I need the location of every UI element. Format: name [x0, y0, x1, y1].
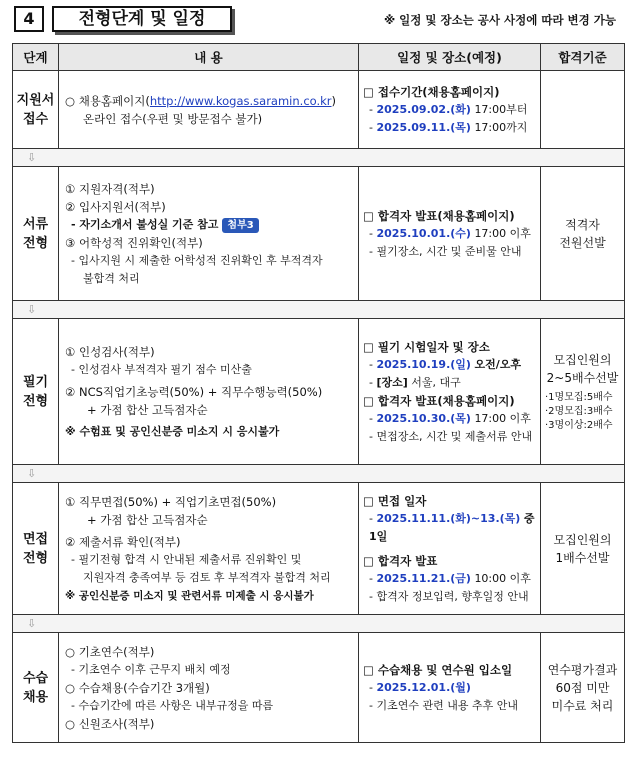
dash: -: [369, 571, 373, 585]
criteria-detail: ·2명모집:3배수: [545, 405, 613, 417]
down-arrow-icon: ⇩: [27, 467, 37, 480]
col-header-stage: 단계: [13, 44, 59, 71]
criteria-line: 모집인원의: [553, 352, 612, 367]
stage-schedule: [359, 633, 541, 743]
content-sub: 불합격 처리: [83, 271, 140, 285]
criteria-line: 1배수선발: [555, 550, 610, 565]
col-header-schedule: 일정 및 장소(예정): [359, 44, 541, 71]
stage-name-line2: 전형: [22, 235, 49, 251]
schedule-time: 10:00 이후: [474, 571, 531, 585]
schedule-date: 2025.11.21.(금): [376, 571, 471, 585]
table-row-interview: [13, 483, 625, 615]
dash: -: [369, 680, 373, 694]
schedule-date: 2025.10.01.(수): [376, 226, 471, 240]
col-header-criteria: 합격기준: [541, 44, 625, 71]
stage-content: [59, 483, 359, 615]
content-item: ① 인성검사(적부): [65, 344, 155, 359]
stage-separator: [13, 149, 625, 167]
attachment-badge: 첨부3: [222, 218, 258, 233]
dash: -: [369, 102, 373, 116]
content-item: ② 제출서류 확인(적부): [65, 534, 181, 549]
content-note: ※ 수험표 및 공인신분증 미소지 시 응시불가: [65, 424, 280, 438]
schedule-time: 17:00 이후: [474, 226, 531, 240]
schedule-place-label: [장소]: [376, 375, 408, 389]
content-item: ③ 어학성적 진위확인(적부): [65, 235, 203, 250]
content-note: ※ 공인신분증 미소지 및 관련서류 미제출 시 응시불가: [65, 589, 314, 602]
content-line: 온라인 접수(우편 및 방문접수 불가): [83, 111, 263, 126]
content-item: ② NCS직업기초능력(50%) + 직무수행능력(50%): [65, 384, 323, 399]
criteria-detail: ·1명모집:5배수: [545, 391, 613, 403]
table-row-application: [13, 71, 625, 149]
schedule-note: - 기초연수 관련 내용 추후 안내: [369, 698, 518, 712]
table-row-document-screening: [13, 167, 625, 301]
schedule-date: 2025.09.11.(목): [376, 120, 471, 134]
schedule-title: □ 합격자 발표: [363, 553, 438, 568]
schedule-time: 중 1일: [369, 511, 535, 543]
stage-content: [59, 319, 359, 465]
down-arrow-icon: ⇩: [27, 303, 37, 316]
stage-criteria: [541, 167, 625, 301]
schedule-title: □ 합격자 발표(채용홈페이지): [363, 208, 515, 223]
stage-criteria: [541, 319, 625, 465]
stage-name-line1: 서류: [22, 216, 49, 232]
down-arrow-icon: ⇩: [27, 617, 37, 630]
schedule-title: □ 수습채용 및 연수원 입소일: [363, 662, 513, 677]
selection-schedule-table: [12, 43, 625, 743]
dash: -: [369, 357, 373, 371]
schedule-time: 17:00 이후: [474, 411, 531, 425]
content-item: ① 직무면접(50%) + 직업기초면접(50%): [65, 494, 277, 509]
schedule-date: 2025.09.02.(화): [376, 102, 471, 116]
criteria-line: 미수료 처리: [551, 698, 614, 713]
schedule-title: □ 면접 일자: [363, 493, 427, 508]
dash: -: [369, 120, 373, 134]
content-text: ): [331, 93, 337, 108]
stage-schedule: [359, 319, 541, 465]
recruit-site-link[interactable]: http://www.kogas.saramin.co.kr: [149, 93, 332, 108]
stage-schedule: [359, 483, 541, 615]
schedule-note: - 합격자 정보입력, 향후일정 안내: [369, 589, 529, 603]
criteria-line: 모집인원의: [553, 532, 612, 547]
criteria-line: 60점 미만: [555, 680, 610, 695]
content-item: ① 지원자격(적부): [65, 181, 155, 196]
stage-name-line2: 접수: [22, 111, 49, 127]
stage-name-line1: 수습: [22, 670, 49, 686]
criteria-line: 연수평가결과: [547, 662, 618, 677]
stage-schedule: [359, 167, 541, 301]
stage-separator: [13, 465, 625, 483]
criteria-line: 전원선발: [559, 235, 606, 250]
stage-content: [59, 633, 359, 743]
stage-criteria: [541, 633, 625, 743]
dash: -: [369, 411, 373, 425]
schedule-date: 2025.12.01.(월): [376, 680, 471, 694]
schedule-date: 2025.10.19.(일): [376, 357, 471, 371]
content-sub: - 자기소개서 불성실 기준 참고: [71, 217, 219, 231]
schedule-date: 2025.11.11.(화)~13.(목): [376, 511, 521, 525]
schedule-title: □ 필기 시험일자 및 장소: [363, 339, 490, 354]
content-sub: - 필기전형 합격 시 안내된 제출서류 진위확인 및: [71, 552, 302, 566]
content-sub: - 인성검사 부적격자 필기 점수 미산출: [71, 362, 252, 376]
content-sub: - 수습기간에 따른 사항은 내부규정을 따름: [71, 698, 274, 712]
stage-name-line2: 전형: [22, 393, 49, 409]
table-header-row: [13, 44, 625, 71]
stage-separator: [13, 301, 625, 319]
content-sub: - 입사지원 시 제출한 어학성적 진위확인 후 부적격자: [71, 253, 323, 267]
criteria-line: 2~5배수선발: [546, 370, 619, 385]
content-sub: - 기초연수 이후 근무지 배치 예정: [71, 662, 231, 676]
stage-name-line2: 채용: [22, 689, 49, 705]
content-text: ○ 채용홈페이지(: [65, 93, 150, 108]
stage-criteria: [541, 71, 625, 149]
criteria-line: 적격자: [565, 217, 600, 232]
header-note: ※ 일정 및 장소는 공사 사정에 따라 변경 가능: [383, 13, 616, 27]
stage-name: [13, 633, 59, 743]
criteria-detail: ·3명이상:2배수: [545, 419, 613, 431]
schedule-note: - 필기장소, 시간 및 준비물 안내: [369, 244, 522, 258]
content-sub: 지원자격 충족여부 등 검토 후 부적격자 불합격 처리: [83, 570, 331, 584]
section-title: 전형단계 및 일정: [52, 6, 232, 32]
schedule-time: 오전/오후: [474, 357, 521, 371]
dash: -: [369, 511, 373, 525]
schedule-time: 17:00부터: [474, 102, 528, 116]
schedule-title: □ 합격자 발표(채용홈페이지): [363, 393, 515, 408]
content-item-cont: + 가점 합산 고득점자순: [87, 402, 208, 417]
stage-name-line1: 면접: [22, 531, 49, 547]
schedule-time: 17:00까지: [474, 120, 528, 134]
stage-name: [13, 71, 59, 149]
stage-name: [13, 319, 59, 465]
stage-schedule: [359, 71, 541, 149]
down-arrow-icon: ⇩: [27, 151, 37, 164]
stage-name-line1: 지원서: [16, 92, 55, 108]
schedule-place: 서울, 대구: [411, 375, 461, 389]
schedule-title: □ 접수기간(채용홈페이지): [363, 84, 500, 99]
stage-content: [59, 167, 359, 301]
stage-name: [13, 167, 59, 301]
table-row-probation: [13, 633, 625, 743]
content-line: [65, 92, 352, 110]
content-item: ② 입사지원서(적부): [65, 199, 166, 214]
content-item: ○ 기초연수(적부): [65, 644, 155, 659]
content-item-cont: + 가점 합산 고득점자순: [87, 512, 208, 527]
stage-separator: [13, 615, 625, 633]
content-item: ○ 수습채용(수습기간 3개월): [65, 680, 210, 695]
schedule-note: - 면접장소, 시간 및 제출서류 안내: [369, 429, 533, 443]
stage-name-line1: 필기: [22, 374, 49, 390]
stage-name: [13, 483, 59, 615]
table-row-written-test: [13, 319, 625, 465]
stage-criteria: [541, 483, 625, 615]
stage-content: [59, 71, 359, 149]
dash: -: [369, 375, 373, 389]
dash: -: [369, 226, 373, 240]
schedule-date: 2025.10.30.(목): [376, 411, 471, 425]
section-number: 4: [14, 6, 44, 32]
section-header: [0, 0, 636, 40]
col-header-content: 내 용: [59, 44, 359, 71]
content-item: ○ 신원조사(적부): [65, 716, 155, 731]
stage-name-line2: 전형: [22, 550, 49, 566]
